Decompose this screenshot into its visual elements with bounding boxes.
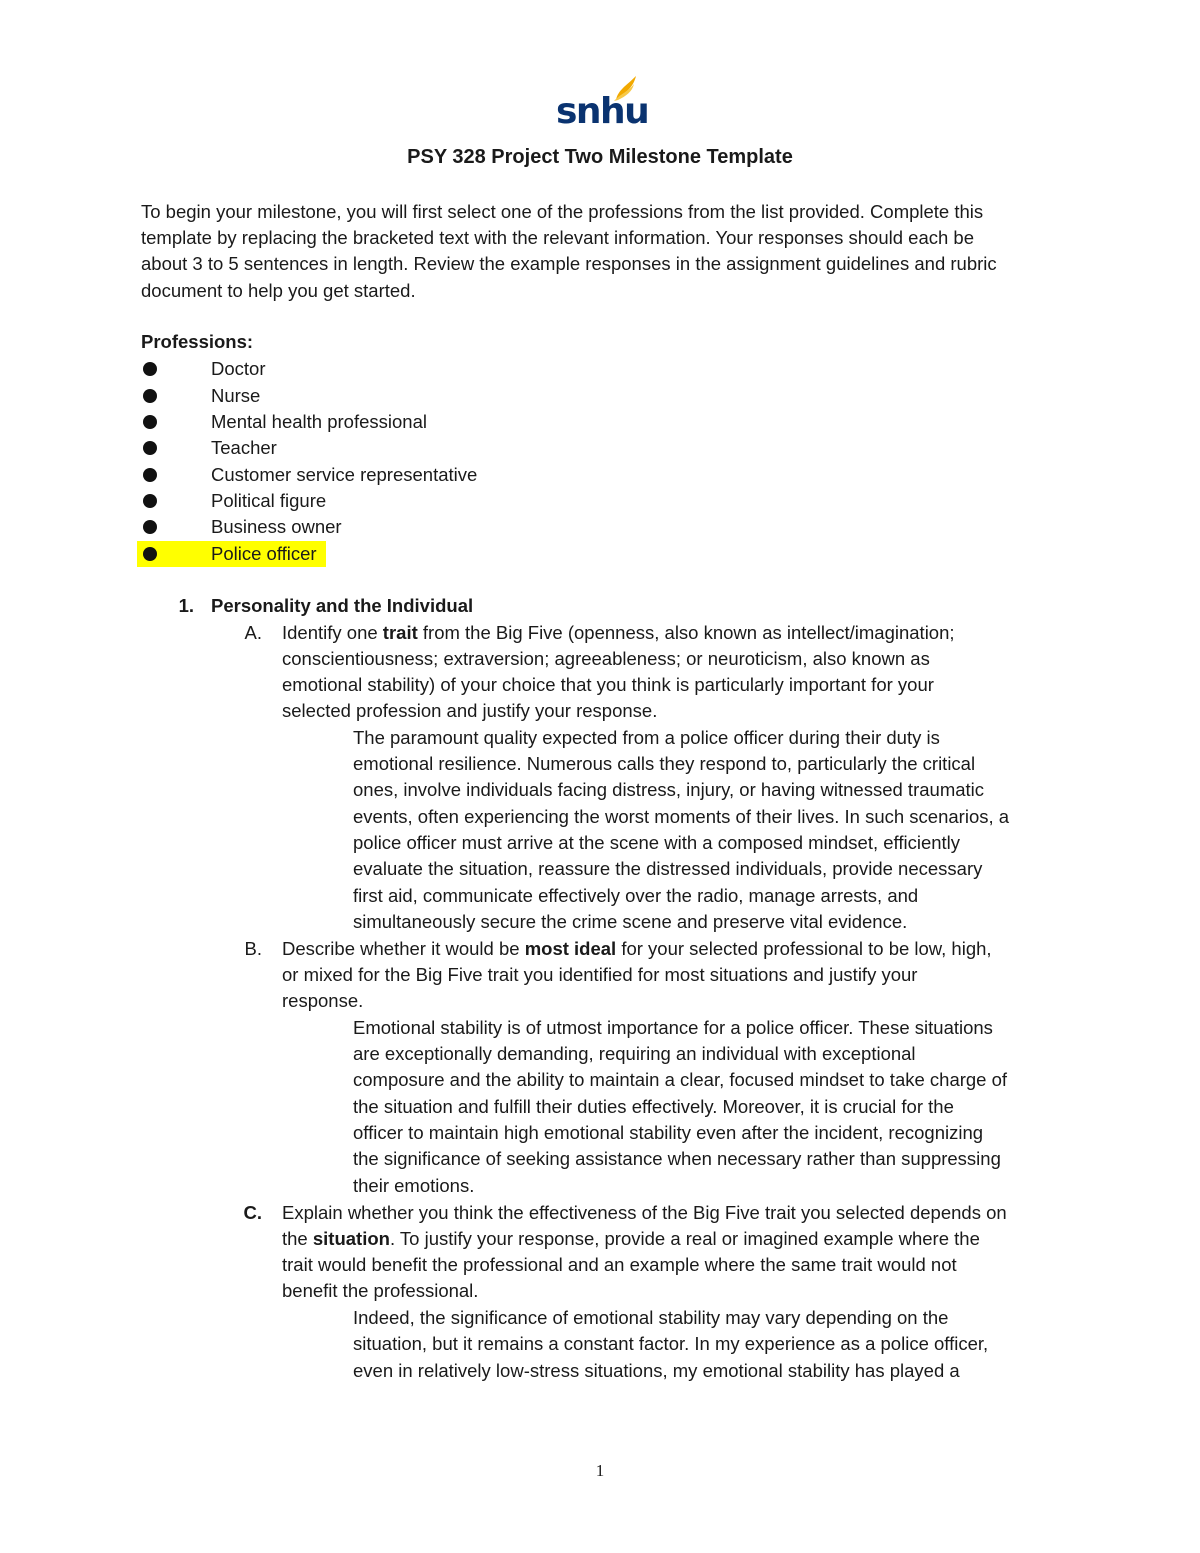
answer-line: even in relatively low-stress situations, my emotional stability has played a <box>353 1360 960 1381</box>
logo-text: snhu <box>556 91 649 132</box>
profession-item: Mental health professional <box>211 411 427 432</box>
bullet-icon <box>143 494 157 508</box>
profession-item: Doctor <box>211 358 266 379</box>
section-number: 1. <box>178 595 194 616</box>
bullet-icon <box>143 520 157 534</box>
profession-item: Nurse <box>211 385 261 406</box>
bullet-icon <box>143 547 157 561</box>
bullet-icon <box>143 362 157 376</box>
answer-line: police officer must arrive at the scene with a composed mindset, efficiently <box>353 832 961 853</box>
document-title: PSY 328 Project Two Milestone Template <box>407 146 793 168</box>
prompt-line: conscientiousness; extraversion; agreeableness; or neuroticism, also known as <box>282 648 930 669</box>
professions-heading: Professions: <box>141 331 254 352</box>
prompt-line: selected profession and justify your response. <box>282 700 658 721</box>
prompt-line: emotional stability) of your choice that you think is particularly important for your <box>282 674 934 695</box>
intro-line: about 3 to 5 sentences in length. Review the example responses in the assignment guidelines and rubric <box>141 253 997 274</box>
page-number: 1 <box>595 1461 605 1480</box>
prompt-line: benefit the professional. <box>282 1280 479 1301</box>
prompt-line: the situation. To justify your response, provide a real or imagined example where the <box>282 1228 980 1249</box>
prompt-line: Identify one trait from the Big Five (openness, also known as intellect/imagination; <box>282 622 955 643</box>
answer-line: Indeed, the significance of emotional stability may vary depending on the <box>353 1307 949 1328</box>
answer-line: the significance of seeking assistance when necessary rather than suppressing <box>353 1148 1001 1169</box>
profession-item-selected: Police officer <box>211 543 317 564</box>
answer-line: simultaneously secure the crime scene and preserve vital evidence. <box>353 911 908 932</box>
prompt-line: trait would benefit the professional and an example where the same trait would not <box>282 1254 957 1275</box>
answer-line: their emotions. <box>353 1175 475 1196</box>
profession-item: Teacher <box>211 437 277 458</box>
answer-line: emotional resilience. Numerous calls they respond to, particularly the critical <box>353 753 976 774</box>
profession-item: Political figure <box>211 490 327 511</box>
bullet-icon <box>143 389 157 403</box>
intro-line: To begin your milestone, you will first select one of the professions from the list provided. Complete this <box>141 201 984 222</box>
profession-item: Customer service representative <box>211 464 478 485</box>
answer-line: the situation and fulfill their duties effectively. Moreover, it is crucial for the <box>353 1096 954 1117</box>
answer-line: The paramount quality expected from a police officer during their duty is <box>353 727 940 748</box>
intro-line: document to help you get started. <box>141 280 416 301</box>
prompt-line: Explain whether you think the effectiveness of the Big Five trait you selected depends on <box>282 1202 1007 1223</box>
answer-line: situation, but it remains a constant factor. In my experience as a police officer, <box>353 1333 989 1354</box>
bullet-icon <box>143 415 157 429</box>
answer-line: composure and the ability to maintain a clear, focused mindset to take charge of <box>353 1069 1008 1090</box>
answer-line: ones, involve individuals facing distress, injury, or having witnessed traumatic <box>353 779 985 800</box>
item-letter: B. <box>244 938 262 959</box>
answer-line: events, often experiencing the worst moments of their lives. In such scenarios, a <box>353 806 1010 827</box>
bullet-icon <box>143 468 157 482</box>
answer-line: evaluate the situation, reassure the distressed individuals, provide necessary <box>353 858 983 879</box>
prompt-line: Describe whether it would be most ideal for your selected professional to be low, high, <box>282 938 992 959</box>
section-heading: Personality and the Individual <box>211 595 474 616</box>
answer-line: officer to maintain high emotional stability even after the incident, recognizing <box>353 1122 984 1143</box>
item-letter: A. <box>244 622 262 643</box>
bullet-icon <box>143 441 157 455</box>
intro-line: template by replacing the bracketed text with the relevant information. Your responses should each be <box>141 227 975 248</box>
answer-line: are exceptionally demanding, requiring an individual with exceptional <box>353 1043 916 1064</box>
profession-item: Business owner <box>211 516 342 537</box>
answer-line: first aid, communicate effectively over the radio, manage arrests, and <box>353 885 919 906</box>
prompt-line: or mixed for the Big Five trait you identified for most situations and justify your <box>282 964 918 985</box>
prompt-line: response. <box>282 990 364 1011</box>
answer-line: Emotional stability is of utmost importance for a police officer. These situations <box>353 1017 993 1038</box>
item-letter: C. <box>243 1202 262 1223</box>
snhu-logo <box>556 74 649 132</box>
